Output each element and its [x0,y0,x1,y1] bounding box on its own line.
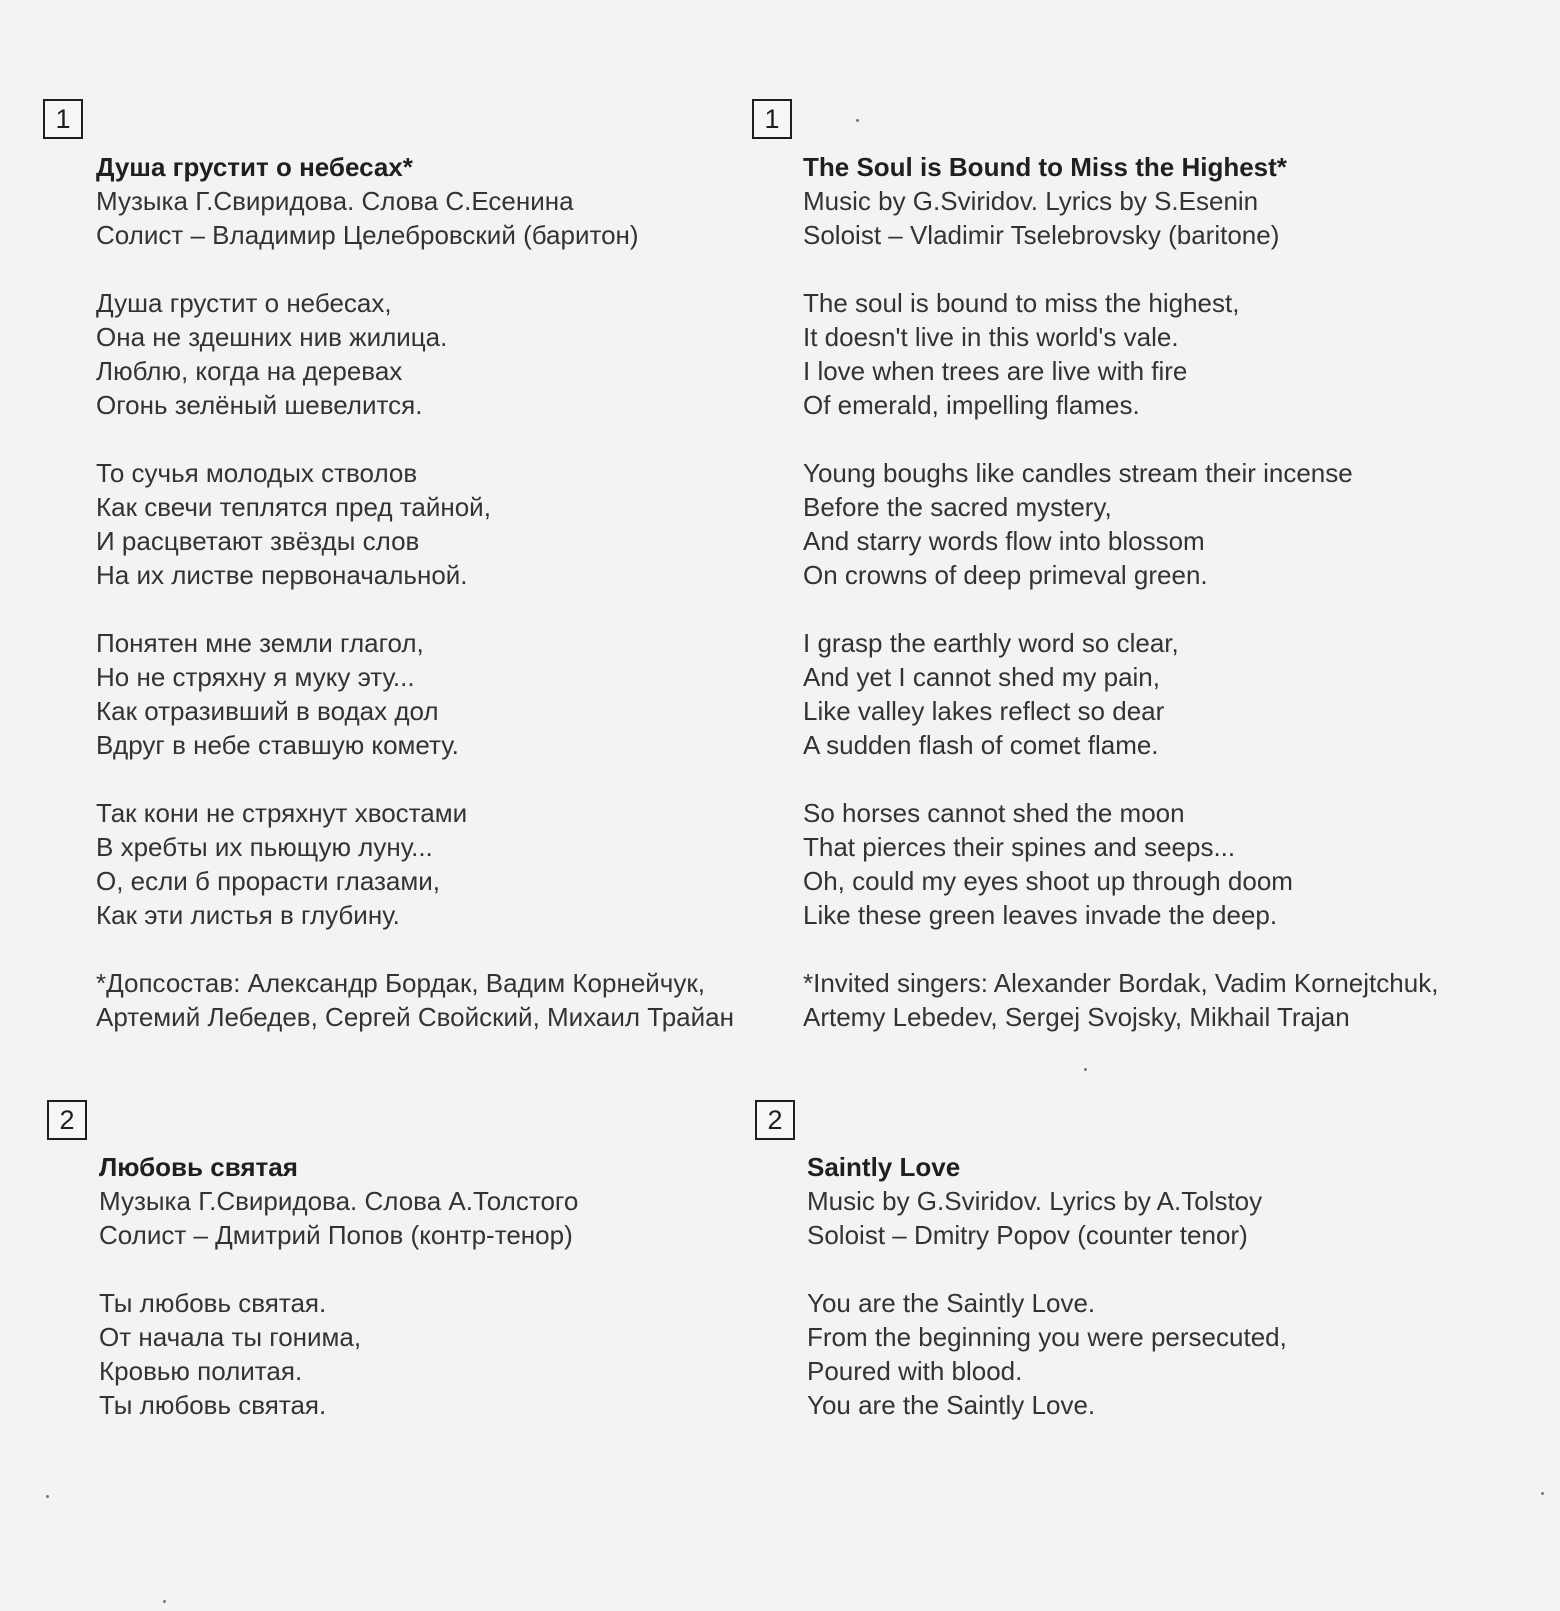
scan-speck [1541,1492,1544,1495]
lyric-line: I grasp the earthly word so clear, [803,628,1179,658]
stanza [803,796,1438,932]
track-title: Saintly Love [807,1152,961,1182]
lyric-line: Poured with blood. [807,1356,1023,1386]
footnote-line: *Допсостав: Александр Бордак, Вадим Корнейчук, [96,968,705,998]
soloist-credit: Солист – Владимир Целебровский (баритон) [96,220,639,250]
stanza [96,286,734,422]
stanza [803,456,1438,592]
track-title: Душа грустит о небесах* [96,152,413,182]
composer-credit: Music by G.Sviridov. Lyrics by S.Esenin [803,186,1259,216]
stanza [99,1286,578,1422]
lyric-line: Она не здешних нив жилица. [96,322,448,352]
lyric-line: Young boughs like candles stream their incense [803,458,1353,488]
footnote-line: Artemy Lebedev, Sergej Svojsky, Mikhail Trajan [803,1002,1350,1032]
lyric-line: Before the sacred mystery, [803,492,1112,522]
lyric-line: And starry words flow into blossom [803,526,1205,556]
lyric-line: И расцветают звёзды слов [96,526,420,556]
scan-speck [163,1600,166,1603]
track-number-box: 1 [752,99,792,139]
track-text [99,1150,578,1422]
lyric-line: Кровью политая. [99,1356,303,1386]
lyric-line: Like valley lakes reflect so dear [803,696,1165,726]
lyric-line: От начала ты гонима, [99,1322,362,1352]
stanza [807,1286,1287,1422]
lyric-line: На их листве первоначальной. [96,560,468,590]
lyric-line: Ты любовь святая. [99,1390,327,1420]
lyric-line: On crowns of deep primeval green. [803,560,1208,590]
lyric-line: Как эти листья в глубину. [96,900,400,930]
lyric-line: It doesn't live in this world's vale. [803,322,1179,352]
lyric-line: A sudden flash of comet flame. [803,730,1159,760]
lyric-line: You are the Saintly Love. [807,1390,1096,1420]
stanza [803,286,1438,422]
lyric-line: Oh, could my eyes shoot up through doom [803,866,1293,896]
track-text [803,150,1438,1034]
soloist-credit: Soloist – Vladimir Tselebrovsky (baritone) [803,220,1280,250]
track-number-box: 1 [43,99,83,139]
track-title: The Soul is Bound to Miss the Highest* [803,152,1287,182]
composer-credit: Music by G.Sviridov. Lyrics by A.Tolstoy [807,1186,1263,1216]
track-title: Любовь святая [99,1152,298,1182]
lyric-line: Но не стряхну я муку эту... [96,662,415,692]
lyric-line: Люблю, когда на деревах [96,356,403,386]
lyric-line: Понятен мне земли глагол, [96,628,424,658]
lyric-line: Как отразивший в водах дол [96,696,439,726]
lyric-line: Как свечи теплятся пред тайной, [96,492,491,522]
lyric-line: О, если б прорасти глазами, [96,866,440,896]
track-number-box: 2 [755,1100,795,1140]
lyric-line: Ты любовь святая. [99,1288,327,1318]
lyric-line: The soul is bound to miss the highest, [803,288,1240,318]
composer-credit: Музыка Г.Свиридова. Слова С.Есенина [96,186,574,216]
lyric-line: You are the Saintly Love. [807,1288,1096,1318]
lyric-line: Of emerald, impelling flames. [803,390,1140,420]
lyric-line: I love when trees are live with fire [803,356,1188,386]
lyric-line: В хребты их пьющую луну... [96,832,433,862]
lyric-line: And yet I cannot shed my pain, [803,662,1160,692]
scan-speck [46,1495,49,1498]
scan-speck [856,119,859,122]
footnote [803,966,1438,1034]
soloist-credit: Солист – Дмитрий Попов (контр-тенор) [99,1220,573,1250]
soloist-credit: Soloist – Dmitry Popov (counter tenor) [807,1220,1248,1250]
track-text [96,150,734,1034]
scan-speck [1084,1068,1087,1071]
track-number-box: 2 [47,1100,87,1140]
composer-credit: Музыка Г.Свиридова. Слова А.Толстого [99,1186,579,1216]
track-text [807,1150,1287,1422]
lyric-line: Душа грустит о небесах, [96,288,392,318]
lyric-line: So horses cannot shed the moon [803,798,1185,828]
lyric-line: Так кони не стряхнут хвостами [96,798,468,828]
stanza [96,456,734,592]
stanza [96,796,734,932]
lyric-line: That pierces their spines and seeps... [803,832,1236,862]
lyric-line: From the beginning you were persecuted, [807,1322,1287,1352]
footnote-line: Артемий Лебедев, Сергей Свойский, Михаил Трайан [96,1002,734,1032]
footnote [96,966,734,1034]
lyric-line: Like these green leaves invade the deep. [803,900,1278,930]
lyric-line: Вдруг в небе ставшую комету. [96,730,459,760]
lyric-line: То сучья молодых стволов [96,458,418,488]
footnote-line: *Invited singers: Alexander Bordak, Vadim Kornejtchuk, [803,968,1439,998]
stanza [96,626,734,762]
lyric-line: Огонь зелёный шевелится. [96,390,423,420]
stanza [803,626,1438,762]
